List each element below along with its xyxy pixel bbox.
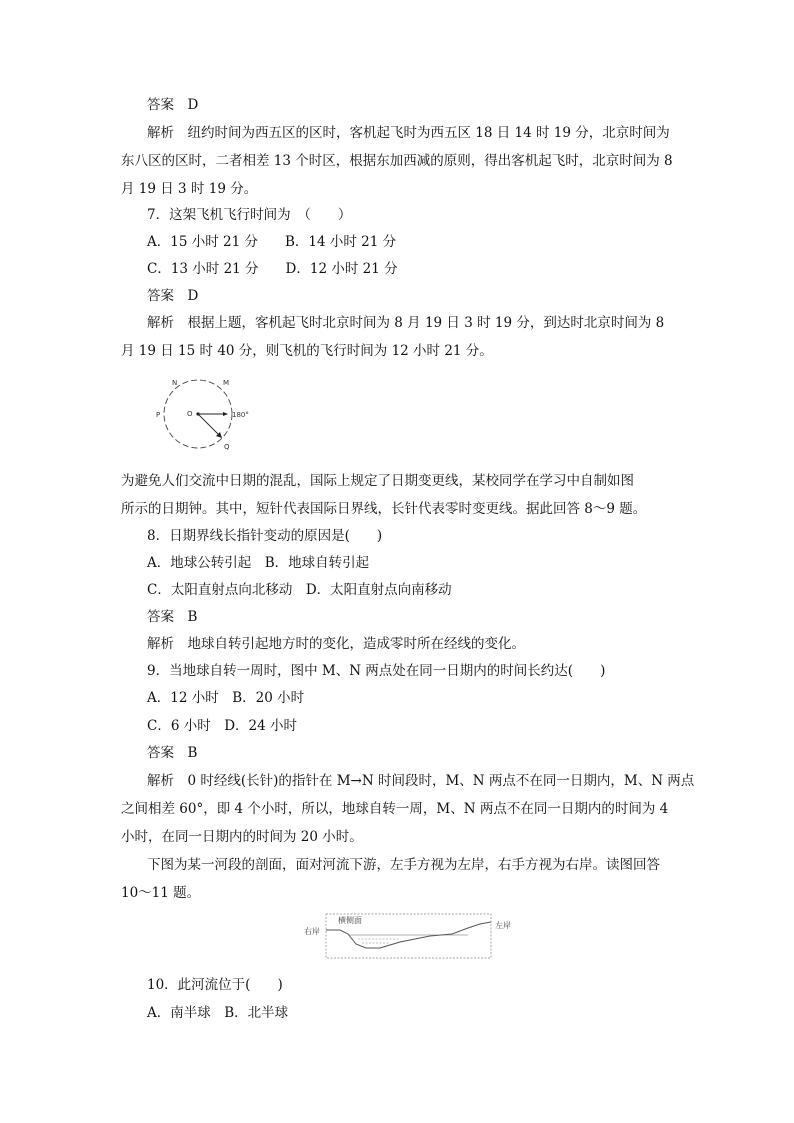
- question-7-options-1: A．15 小时 21 分 B．14 小时 21 分: [147, 234, 397, 250]
- answer-6: 答案 D: [147, 97, 199, 113]
- explanation-9-line-2: 之间相差 60°，即 4 个小时，所以，地球自转一周，M、N 两点不在同一日期内的时间为 4: [121, 801, 669, 817]
- intro-8-9-line-2: 所示的日期钟。其中，短针代表国际日界线，长针代表零时变更线。据此回答 8～9 题。: [121, 501, 647, 517]
- question-9-options-2: C．6 小时 D．24 小时: [147, 718, 298, 734]
- river-cross-section-figure: [300, 908, 530, 960]
- intro-8-9-line-1: 为避免人们交流中日期的混乱，国际上规定了日期变更线，某校同学在学习中自制如图: [121, 473, 634, 489]
- explanation-8: 解析 地球自转引起地方时的变化，造成零时所在经线的变化。: [147, 636, 525, 652]
- question-8: 8．日期界线长指针变动的原因是( ): [147, 528, 383, 544]
- question-9: 9．当地球自转一周时，图中 M、N 两点处在同一日期内的时间长约达( ): [147, 663, 606, 679]
- label-m: M: [223, 379, 230, 387]
- label-p: P: [156, 411, 161, 419]
- label-bank-section: 横侧面: [338, 916, 362, 925]
- answer-8: 答案 B: [147, 609, 198, 625]
- label-left-bank: 左岸: [495, 921, 511, 930]
- explanation-7-line-2: 月 19 日 15 时 40 分，则飞机的飞行时间为 12 小时 21 分。: [121, 343, 493, 359]
- label-180: 180°: [232, 411, 249, 419]
- answer-9: 答案 B: [147, 745, 198, 761]
- question-7-options-2: C．13 小时 21 分 D．12 小时 21 分: [147, 261, 398, 277]
- answer-7: 答案 D: [147, 288, 199, 304]
- explanation-9-line-3: 小时，在同一日期内的时间为 20 小时。: [121, 829, 363, 845]
- explanation-6-line-2: 东八区的区时，二者相差 13 个时区，根据东加西减的原则，得出客机起飞时，北京时间为 8: [121, 153, 673, 169]
- question-9-options-1: A．12 小时 B．20 小时: [147, 690, 305, 706]
- short-hand-arrow: [223, 412, 228, 416]
- label-right-bank: 右岸: [304, 927, 320, 936]
- explanation-6-line-1: 解析 纽约时间为西五区的区时，客机起飞时为西五区 18 日 14 时 19 分，北京时间为: [147, 125, 670, 141]
- label-o: O: [187, 410, 193, 418]
- question-10: 10．此河流位于( ): [147, 977, 283, 993]
- label-n: N: [172, 379, 178, 387]
- question-8-options-2: C．太阳直射点向北移动 D．太阳直射点向南移动: [147, 582, 452, 598]
- question-8-options-1: A．地球公转引起 B．地球自转引起: [147, 555, 370, 571]
- label-q: Q: [224, 443, 230, 451]
- explanation-6-line-3: 月 19 日 3 时 19 分。: [121, 181, 258, 197]
- question-10-options-1: A．南半球 B．北半球: [147, 1005, 289, 1021]
- date-clock-figure: [150, 372, 260, 454]
- long-hand: [198, 414, 220, 436]
- explanation-9-line-1: 解析 0 时经线(长针)的指针在 M→N 时间段时，M、N 两点不在同一日期内，M、N 两点: [147, 773, 695, 789]
- explanation-7-line-1: 解析 根据上题，客机起飞时北京时间为 8 月 19 日 3 时 19 分，到达时北京时间为 8: [147, 315, 665, 331]
- intro-10-11-line-1: 下图为某一河段的剖面，面对河流下游，左手方视为左岸，右手方视为右岸。读图回答: [147, 857, 660, 873]
- question-7: 7．这架飞机飞行时间为 （ ）: [147, 207, 352, 223]
- intro-10-11-line-2: 10～11 题。: [121, 885, 201, 901]
